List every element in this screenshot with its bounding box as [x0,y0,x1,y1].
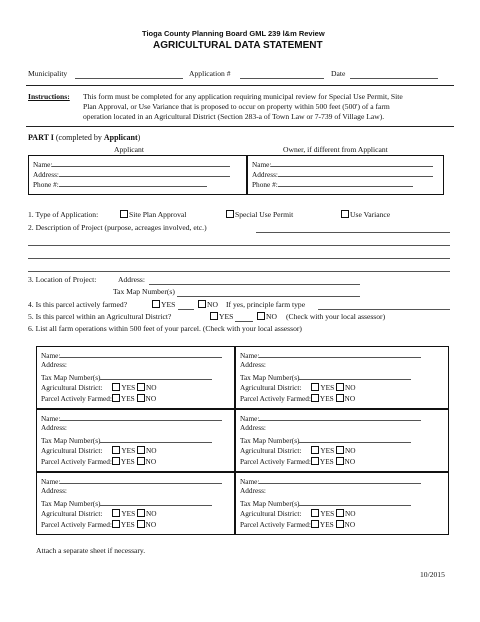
special-use-checkbox[interactable] [226,210,234,218]
date-label: Date [331,69,346,78]
date-field[interactable] [350,78,438,79]
parcel-farmed-yes-label: YES [120,394,135,403]
farm-tax-map-field[interactable] [100,372,212,380]
parcel-farmed-no-checkbox[interactable] [336,394,344,402]
farm-operation-cell [235,409,449,472]
owner-phone-field[interactable] [278,179,413,187]
parcel-farmed-yes-label: YES [319,457,334,466]
parcel-farmed-no-checkbox[interactable] [137,394,145,402]
owner-address-field[interactable] [278,169,433,177]
site-plan-label: Site Plan Approval [129,210,187,219]
parcel-farmed-no-label: NO [145,394,157,403]
use-variance-checkbox[interactable] [341,210,349,218]
parcel-farmed-label: Parcel Actively Farmed: [240,457,311,466]
applicant-name-label: Name: [33,160,53,169]
farm-operation-cell [36,346,235,409]
ag-district-yes-checkbox[interactable] [112,509,120,517]
farm-name-field[interactable] [60,476,222,484]
parcel-farmed-yes-checkbox[interactable] [311,394,319,402]
farm-tax-map-label: Tax Map Number(s) [240,436,300,445]
ag-district-no-label: NO [345,509,356,518]
municipality-field[interactable] [75,78,183,79]
site-plan-checkbox[interactable] [120,210,128,218]
farm-tax-map-label: Tax Map Number(s) [41,499,101,508]
farm-operation-cell [36,472,235,535]
owner-name-label: Name: [252,160,272,169]
farm-name-label: Name: [41,351,61,360]
form-subtitle: Tioga County Planning Board GML 239 l&m Review [142,29,325,38]
parcel-farmed-yes-checkbox[interactable] [311,457,319,465]
applicant-phone-label: Phone #: [33,180,59,189]
farm-tax-map-field[interactable] [100,498,212,506]
instructions-line-2: Plan Approval, or Use Variance that is proposed to occur on property within 500 feet (500') of a farm [83,102,390,111]
q3-tax-map-label: Tax Map Number(s) [113,287,175,296]
farm-tax-map-label: Tax Map Number(s) [240,499,300,508]
q5-label: 5. Is this parcel within an Agricultural District? [28,312,172,321]
divider-top [26,85,454,86]
parcel-farmed-no-label: NO [344,520,356,529]
parcel-farmed-yes-checkbox[interactable] [112,394,120,402]
q4-if-yes-label: If yes, principle farm type [226,300,306,309]
q4-farm-type-field[interactable] [318,309,450,310]
farm-ag-district-label: Agricultural District: [240,446,302,455]
use-variance-label: Use Variance [350,210,391,219]
farm-name-label: Name: [41,477,61,486]
part1-label: PART I [28,133,54,142]
parcel-farmed-yes-checkbox[interactable] [112,520,120,528]
farm-ag-district-label: Agricultural District: [41,509,103,518]
instructions-line-3: operation located in an Agricultural District (Section 283-a of Town Law or 7-739 of Village Law). [83,112,385,121]
q5-check-note: (Check with your local assessor) [286,312,386,321]
farm-name-label: Name: [240,351,260,360]
farm-address-label: Address: [41,423,67,432]
q3-label: 3. Location of Project: [28,275,97,284]
applicant-box [28,155,247,195]
farm-tax-map-field[interactable] [100,435,212,443]
parcel-farmed-yes-label: YES [120,457,135,466]
form-title: AGRICULTURAL DATA STATEMENT [153,40,323,51]
q4-label: 4. Is this parcel actively farmed? [28,300,128,309]
q2-field-line-4[interactable] [28,271,450,272]
application-field[interactable] [240,78,324,79]
owner-name-field[interactable] [271,159,433,167]
q4-no-option[interactable] [198,300,218,309]
instructions-label: Instructions: [28,92,70,101]
farm-name-label: Name: [240,414,260,423]
part1-completed-by: (completed by [55,133,102,142]
ag-district-yes-label: YES [320,446,335,455]
instructions-line-1: This form must be completed for any application requiring municipal review for Special Use Permit, Site [83,92,403,101]
parcel-farmed-label: Parcel Actively Farmed: [240,394,311,403]
parcel-farmed-label: Parcel Actively Farmed: [41,520,112,529]
application-label: Application # [189,69,231,78]
ag-district-no-label: NO [345,383,356,392]
q2-field-line-3[interactable] [28,258,450,259]
farm-name-field[interactable] [259,350,421,358]
farm-tax-map-field[interactable] [299,372,411,380]
ag-district-yes-checkbox[interactable] [311,383,319,391]
q4-yes-option[interactable] [152,300,175,309]
ag-district-no-checkbox[interactable] [137,509,145,517]
parcel-farmed-label: Parcel Actively Farmed: [41,457,112,466]
q5-no-checkbox[interactable] [257,312,265,320]
q4-yes-line [178,309,194,310]
farm-tax-map-label: Tax Map Number(s) [240,373,300,382]
ag-district-yes-checkbox[interactable] [112,446,120,454]
q3-address-label: Address: [118,275,145,284]
ag-district-no-label: NO [146,446,157,455]
q2-field-line-1[interactable] [256,232,450,233]
farm-operation-cell [36,409,235,472]
q5-no-label: NO [266,312,277,321]
ag-district-yes-label: YES [121,446,136,455]
q1-option-special-use[interactable] [226,210,293,219]
parcel-farmed-no-checkbox[interactable] [336,457,344,465]
applicant-name-field[interactable] [52,159,230,167]
farm-name-field[interactable] [259,476,421,484]
farm-tax-map-label: Tax Map Number(s) [41,436,101,445]
farm-address-label: Address: [240,423,266,432]
ag-district-no-checkbox[interactable] [336,446,344,454]
farm-name-field[interactable] [60,350,222,358]
part1-applicant: Applicant [103,133,138,142]
applicant-phone-field[interactable] [59,179,207,187]
ag-district-yes-label: YES [320,383,335,392]
owner-box [247,155,444,195]
ag-district-yes-checkbox[interactable] [311,509,319,517]
q4-yes-label: YES [161,300,176,309]
parcel-farmed-no-label: NO [145,520,157,529]
parcel-farmed-yes-label: YES [319,394,334,403]
farm-tax-map-field[interactable] [299,498,411,506]
farm-ag-district-label: Agricultural District: [41,383,103,392]
q1-option-site-plan[interactable] [120,210,186,219]
ag-district-no-checkbox[interactable] [336,383,344,391]
parcel-farmed-no-label: NO [145,457,157,466]
col-owner-header: Owner, if different from Applicant [283,145,388,154]
farm-name-field[interactable] [60,413,222,421]
farm-address-label: Address: [240,360,266,369]
q2-field-line-2[interactable] [28,245,450,246]
farm-tax-map-field[interactable] [299,435,411,443]
q5-no-option[interactable] [257,312,277,321]
ag-district-no-checkbox[interactable] [137,383,145,391]
q5-yes-checkbox[interactable] [210,312,218,320]
part1-heading [28,133,140,142]
parcel-farmed-label: Parcel Actively Farmed: [240,520,311,529]
farm-ag-district-label: Agricultural District: [41,446,103,455]
farm-tax-map-label: Tax Map Number(s) [41,373,101,382]
farm-ag-district-label: Agricultural District: [240,509,302,518]
q6-label: 6. List all farm operations within 500 feet of your parcel. (Check with your local assessor) [28,324,302,333]
farm-operation-cell [235,472,449,535]
farm-name-label: Name: [240,477,260,486]
farm-address-label: Address: [41,360,67,369]
applicant-address-field[interactable] [59,169,230,177]
ag-district-yes-label: YES [121,383,136,392]
ag-district-no-label: NO [345,446,356,455]
parcel-farmed-no-label: NO [344,457,356,466]
parcel-farmed-yes-label: YES [319,520,334,529]
ag-district-no-checkbox[interactable] [336,509,344,517]
farm-address-label: Address: [41,486,67,495]
parcel-farmed-yes-checkbox[interactable] [311,520,319,528]
farm-name-label: Name: [41,414,61,423]
q5-yes-label: YES [219,312,234,321]
q5-yes-line [235,321,253,322]
parcel-farmed-no-checkbox[interactable] [336,520,344,528]
farm-ag-district-label: Agricultural District: [240,383,302,392]
q5-yes-option[interactable] [210,312,233,321]
parcel-farmed-no-checkbox[interactable] [137,457,145,465]
parcel-farmed-no-checkbox[interactable] [137,520,145,528]
parcel-farmed-label: Parcel Actively Farmed: [41,394,112,403]
owner-address-label: Address: [252,170,278,179]
owner-phone-label: Phone #: [252,180,278,189]
q4-no-label: NO [207,300,218,309]
ag-district-yes-label: YES [320,509,335,518]
col-applicant-header: Applicant [114,145,144,154]
q4-yes-checkbox[interactable] [152,300,160,308]
farm-address-label: Address: [240,486,266,495]
ag-district-no-label: NO [146,509,157,518]
divider-instructions [26,126,454,127]
parcel-farmed-yes-checkbox[interactable] [112,457,120,465]
farm-operation-cell [235,346,449,409]
revision-date: 10/2015 [420,570,445,579]
parcel-farmed-yes-label: YES [120,520,135,529]
attach-note: Attach a separate sheet if necessary. [36,546,146,555]
applicant-address-label: Address: [33,170,59,179]
ag-district-no-checkbox[interactable] [137,446,145,454]
q1-label: 1. Type of Application: [28,210,99,219]
q1-option-use-variance[interactable] [341,210,390,219]
part1-close-paren: ) [137,133,141,142]
special-use-label: Special Use Permit [235,210,294,219]
parcel-farmed-no-label: NO [344,394,356,403]
ag-district-yes-checkbox[interactable] [311,446,319,454]
farm-name-field[interactable] [259,413,421,421]
q2-label: 2. Description of Project (purpose, acreages involved, etc.) [28,223,207,232]
ag-district-no-label: NO [146,383,157,392]
municipality-label: Municipality [28,69,68,78]
q3-tax-map-field[interactable] [177,296,360,297]
ag-district-yes-label: YES [121,509,136,518]
ag-district-yes-checkbox[interactable] [112,383,120,391]
q4-no-checkbox[interactable] [198,300,206,308]
q3-address-field[interactable] [149,284,360,285]
